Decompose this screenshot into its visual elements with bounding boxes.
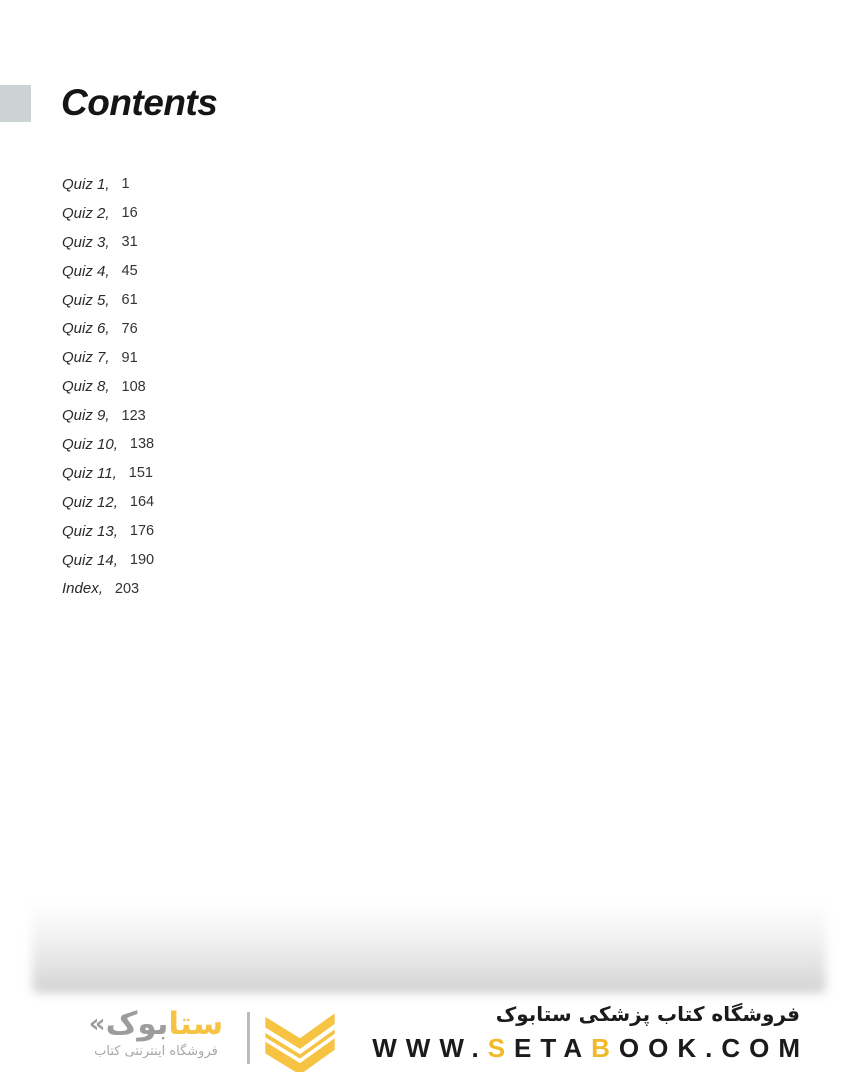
setabook-logo <box>75 1006 342 1072</box>
toc-entry-label: Index, <box>62 580 103 598</box>
toc-entry-label: Quiz 14, <box>62 551 118 569</box>
toc-entry <box>62 228 154 257</box>
toc-entry-label: Quiz 2, <box>62 204 110 222</box>
toc-entry-page: 16 <box>121 205 138 222</box>
toc-entry <box>62 314 154 343</box>
toc-entry-page: 151 <box>128 465 153 482</box>
toc-entry-label: Quiz 1, <box>62 175 110 193</box>
toc-entry-page: 76 <box>121 320 138 337</box>
toc-entry <box>62 170 154 199</box>
toc-entry-page: 45 <box>121 263 138 280</box>
toc-entry <box>62 574 154 603</box>
toc-entry-page: 203 <box>114 580 140 597</box>
toc-entry-label: Quiz 10, <box>62 435 118 453</box>
logo-divider <box>247 1012 250 1064</box>
toc-entry-label: Quiz 11, <box>62 464 117 482</box>
setabook-wordmark-block <box>75 1006 237 1059</box>
page-bottom-shadow <box>32 901 826 993</box>
toc-entry-page: 190 <box>129 552 155 569</box>
toc-entry-label: Quiz 13, <box>62 522 118 540</box>
website-url <box>372 1033 809 1064</box>
toc-entry-label: Quiz 6, <box>62 320 110 338</box>
toc-entry <box>62 430 154 459</box>
toc-entry-label: Quiz 5, <box>62 291 110 309</box>
logo-tagline: فروشگاه اینترنتی کتاب <box>94 1044 218 1059</box>
footer-store-info <box>372 1002 809 1064</box>
footer <box>0 998 844 1080</box>
website-part-accent: S <box>487 1033 515 1063</box>
toc-entry <box>62 488 154 517</box>
toc-entry-page: 91 <box>121 349 138 366</box>
toc-entry <box>62 517 154 546</box>
toc-entry-label: Quiz 9, <box>62 407 110 425</box>
toc-entry <box>62 343 154 372</box>
toc-entry-page: 164 <box>129 494 155 511</box>
website-part: OOK.COM <box>618 1033 809 1063</box>
toc-entry-page: 31 <box>121 234 138 251</box>
website-part: WWW. <box>372 1033 488 1063</box>
setabook-wordmark <box>75 1006 237 1042</box>
toc-entry-page: 1 <box>121 176 130 193</box>
toc-entry-page: 108 <box>121 378 146 395</box>
wordmark-yellow-part: ستا <box>168 1006 224 1042</box>
toc-entry-label: Quiz 8, <box>62 378 110 396</box>
toc-entry-page: 138 <box>129 436 155 453</box>
store-name: فروشگاه کتاب پزشکی ستابوک <box>495 1002 800 1026</box>
toc-entry-page: 176 <box>129 523 155 540</box>
toc-entry-label: Quiz 12, <box>62 493 118 511</box>
toc-entry-label: Quiz 3, <box>62 233 110 251</box>
table-of-contents <box>62 170 154 603</box>
toc-entry <box>62 372 154 401</box>
toc-entry-page: 61 <box>121 292 138 308</box>
wordmark-gray-part: بوک <box>105 1006 169 1042</box>
title-accent-square <box>0 85 31 122</box>
toc-entry <box>62 546 154 575</box>
website-part-accent: B <box>591 1033 619 1063</box>
toc-entry-page: 123 <box>121 407 146 424</box>
toc-entry-label: Quiz 7, <box>62 349 110 367</box>
setabook-chevron-logo-icon <box>258 1008 342 1072</box>
wordmark-guillemet: « <box>88 1009 106 1039</box>
toc-entry <box>62 401 154 430</box>
toc-entry <box>62 459 154 488</box>
website-part: ETA <box>514 1033 592 1063</box>
toc-entry <box>62 257 154 286</box>
toc-entry <box>62 199 154 228</box>
page-title: Contents <box>61 82 218 123</box>
toc-entry-label: Quiz 4, <box>62 262 110 280</box>
toc-entry <box>62 286 154 315</box>
